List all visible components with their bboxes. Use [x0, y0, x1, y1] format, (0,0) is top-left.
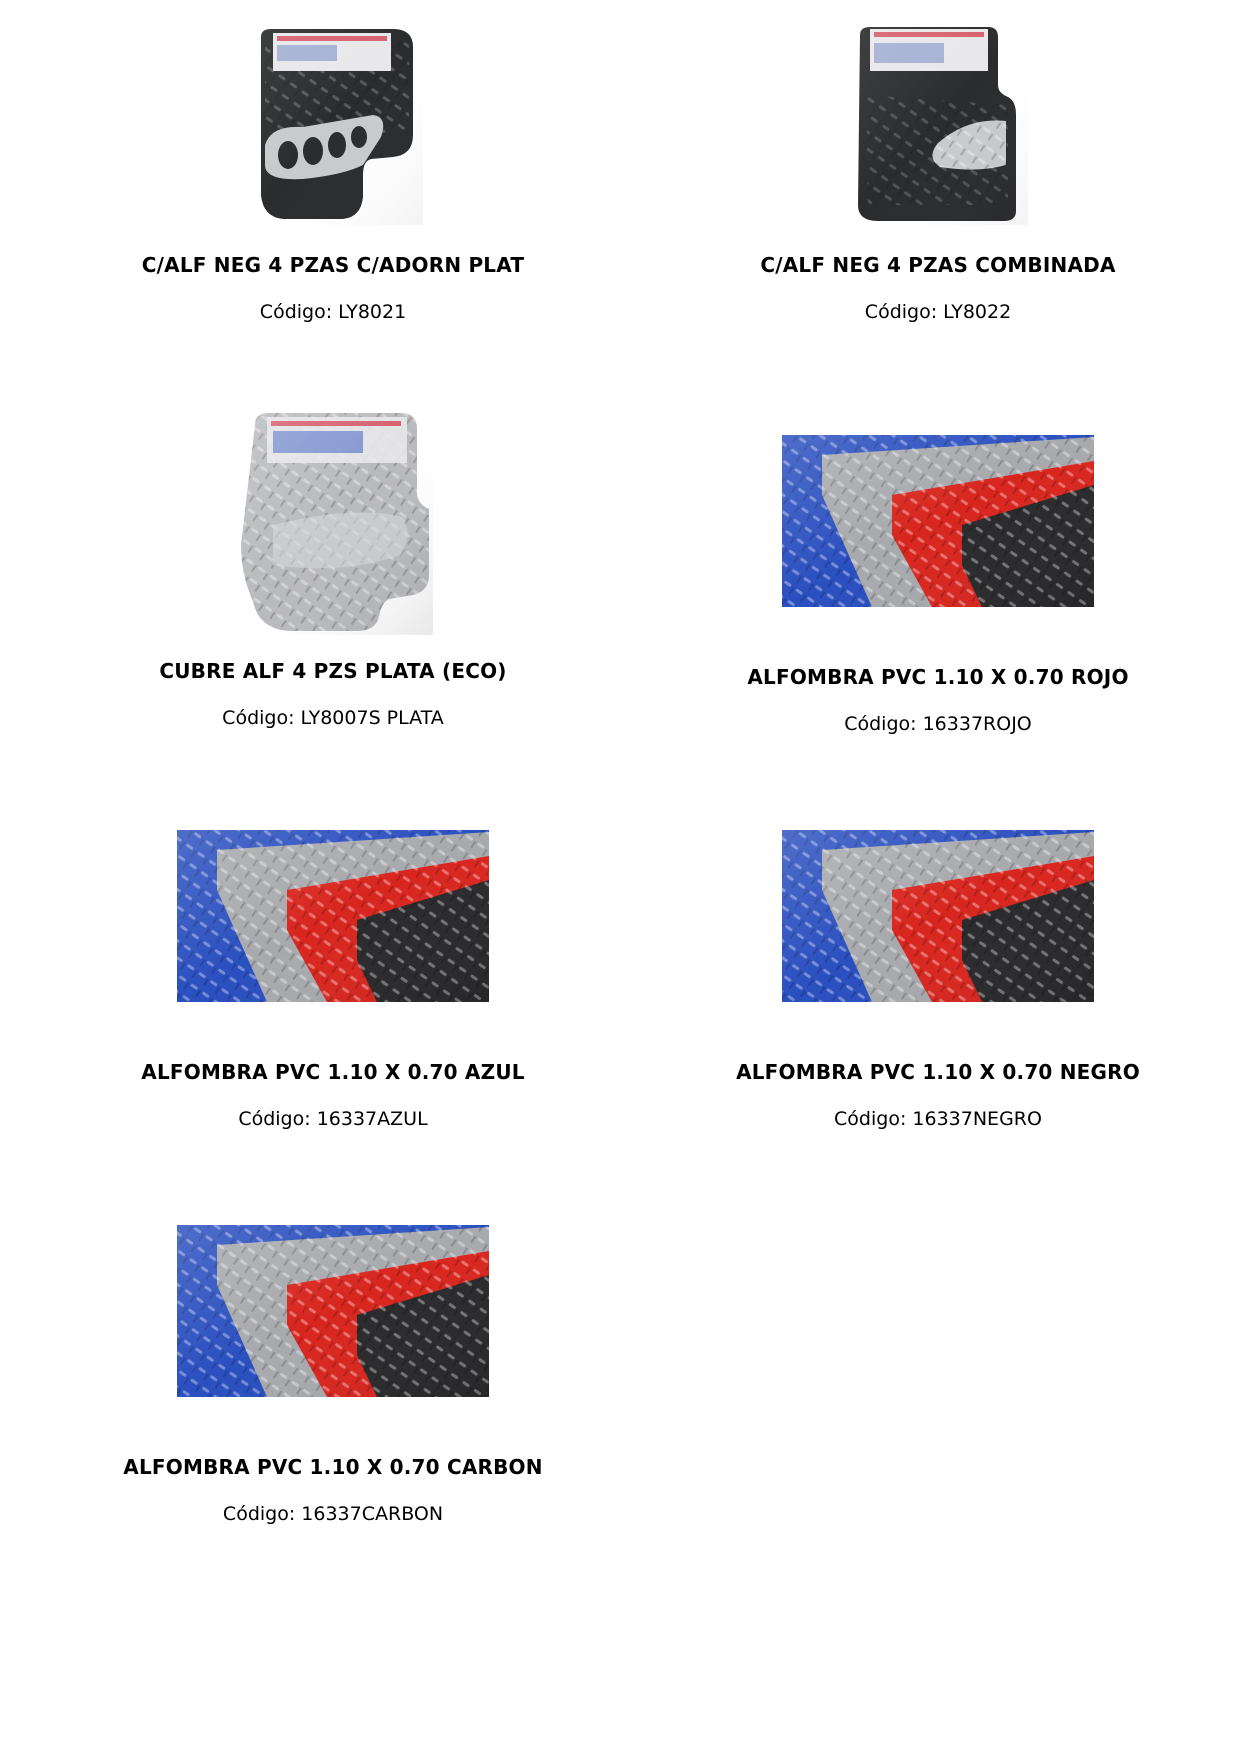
code-label: Código: [834, 1108, 907, 1130]
product-code [73, 1108, 593, 1130]
product-title: C/ALF NEG 4 PZAS C/ADORN PLAT [141, 253, 525, 277]
product-image-pvc-rolls [177, 1225, 489, 1397]
product-title: C/ALF NEG 4 PZAS COMBINADA [760, 253, 1116, 277]
product-card [73, 1225, 593, 1525]
product-code-value: 16337NEGRO [912, 1108, 1042, 1130]
product-code [678, 301, 1198, 323]
code-label: Código: [238, 1108, 311, 1130]
code-label: Código: [222, 707, 295, 729]
product-title: ALFOMBRA PVC 1.10 X 0.70 CARBON [123, 1455, 543, 1479]
product-image-black-mat-heel-pad [848, 25, 1028, 225]
product-title: ALFOMBRA PVC 1.10 X 0.70 ROJO [747, 665, 1129, 689]
product-title: CUBRE ALF 4 PZS PLATA (ECO) [159, 659, 507, 683]
product-card [678, 25, 1198, 323]
product-code-value: LY8021 [338, 301, 407, 323]
product-title: ALFOMBRA PVC 1.10 X 0.70 NEGRO [736, 1060, 1140, 1084]
code-label: Código: [259, 301, 333, 323]
product-code [678, 713, 1198, 735]
product-card [73, 25, 593, 323]
product-card [73, 830, 593, 1130]
code-label: Código: [222, 1503, 296, 1525]
product-code [73, 707, 593, 729]
product-code [73, 301, 593, 323]
product-image-silver-checker-mat [233, 405, 433, 635]
product-code-value: 16337ROJO [922, 713, 1032, 735]
product-code [678, 1108, 1198, 1130]
product-image-pvc-rolls [782, 830, 1094, 1002]
product-code-value: 16337CARBON [301, 1503, 444, 1525]
product-code-value: LY8022 [943, 301, 1012, 323]
product-image-black-mat-ovals [243, 25, 423, 225]
product-image-pvc-rolls [782, 435, 1094, 607]
product-card [678, 830, 1198, 1130]
product-title: ALFOMBRA PVC 1.10 X 0.70 AZUL [141, 1060, 525, 1084]
product-code [73, 1503, 593, 1525]
product-card [73, 405, 593, 729]
product-code-value: LY8007S PLATA [300, 707, 444, 729]
code-label: Código: [844, 713, 917, 735]
product-image-pvc-rolls [177, 830, 489, 1002]
product-code-value: 16337AZUL [316, 1108, 428, 1130]
product-card [678, 435, 1198, 735]
code-label: Código: [864, 301, 938, 323]
